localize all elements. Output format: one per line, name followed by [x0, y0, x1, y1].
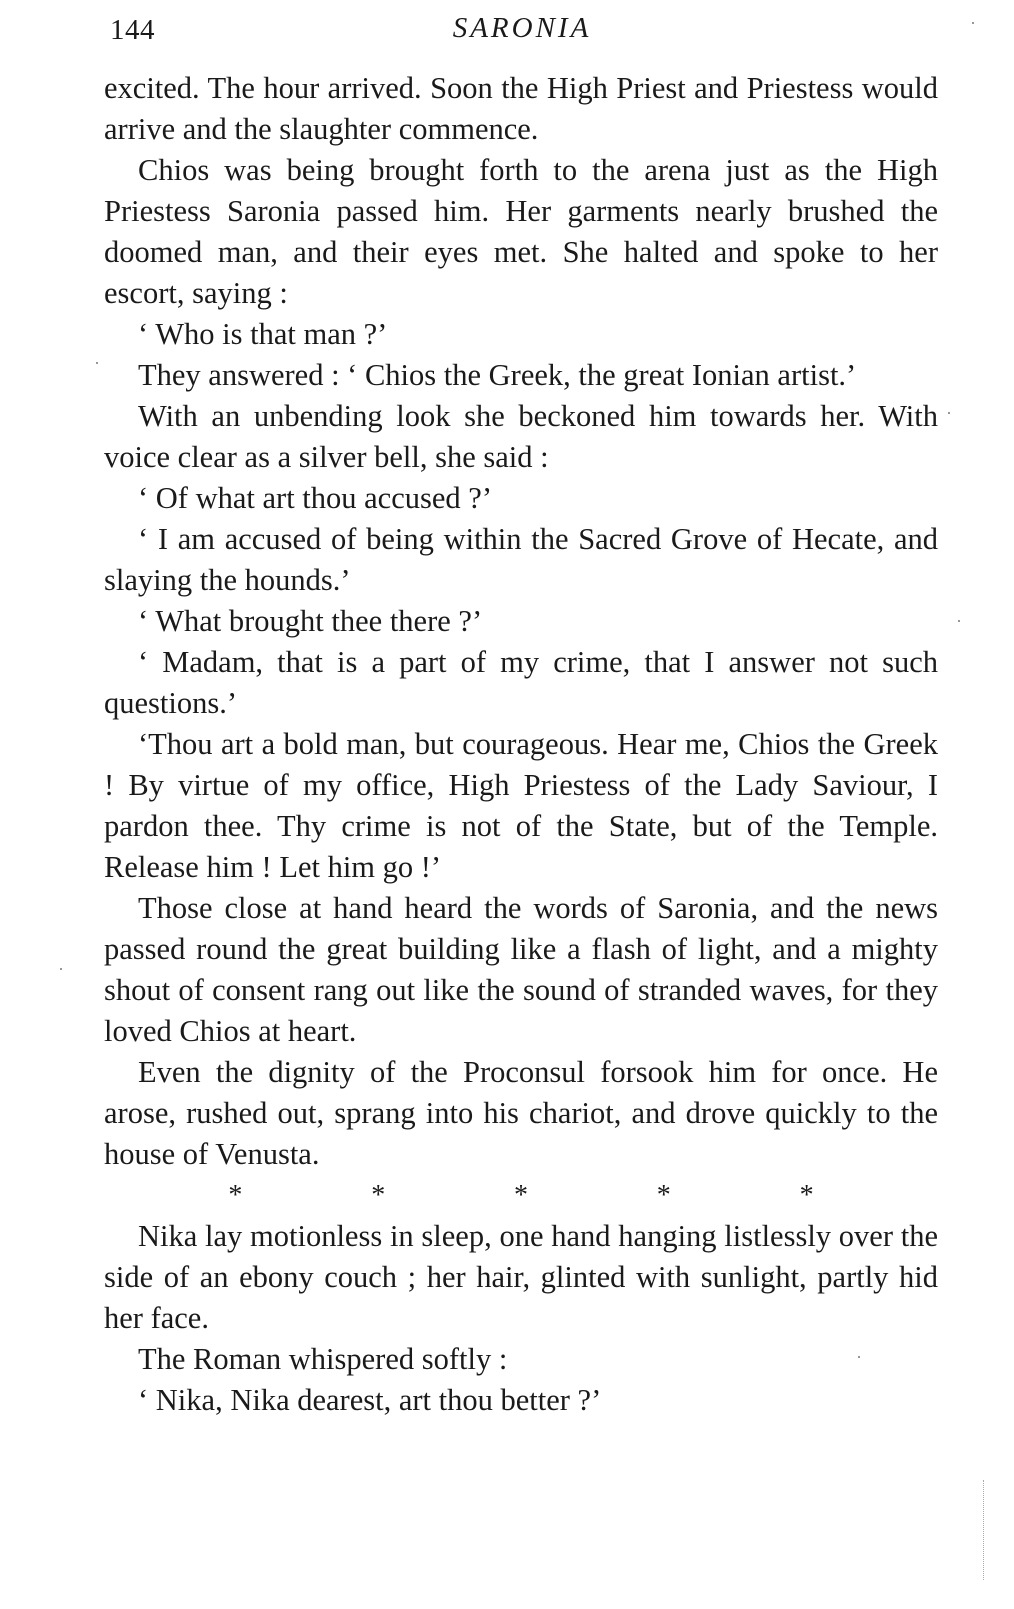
- asterisk: *: [228, 1180, 243, 1211]
- asterisk: *: [799, 1180, 814, 1211]
- paragraph: ‘ Nika, Nika dearest, art thou better ?’: [138, 1383, 602, 1417]
- scan-edge-marks: [979, 1480, 984, 1580]
- paragraph: They answered : ‘ Chios the Greek, the great Ionian artist.’: [138, 358, 857, 392]
- paragraph: ‘ Of what art thou accused ?’: [138, 481, 492, 515]
- scan-speck: [948, 412, 950, 414]
- scan-speck: [958, 620, 960, 622]
- paragraph: ‘Thou art a bold man, but courageous. Hear me, Chios the Greek ! By virtue of my office, High Priestess of the Lady Saviour, I pardon thee. Thy crime is not of the State, but of the Temple. Release him ! Let him go !’: [104, 727, 938, 884]
- paragraph: ‘ What brought thee there ?’: [138, 604, 483, 638]
- paragraph: Even the dignity of the Proconsul forsook him for once. He arose, rushed out, sprang into his chariot, and drove quickly to the house of Venusta.: [104, 1055, 938, 1171]
- paragraph: With an unbending look she beckoned him towards her. With voice clear as a silver bell, she said :: [104, 399, 938, 474]
- paragraph: Chios was being brought forth to the arena just as the High Priestess Saronia passed him. Her garments nearly brushed the doomed man, and their eyes met. She halted and spoke to her escort, saying :: [104, 153, 938, 310]
- paragraph: The Roman whispered softly :: [138, 1342, 508, 1376]
- asterisk: *: [371, 1180, 386, 1211]
- scan-speck: [96, 362, 98, 364]
- asterisk: *: [656, 1180, 671, 1211]
- scan-speck: [858, 1356, 860, 1358]
- paragraph: ‘ Madam, that is a part of my crime, that I answer not such questions.’: [104, 645, 938, 720]
- paragraph: Those close at hand heard the words of Saronia, and the news passed round the great building like a flash of light, and a mighty shout of consent rang out like the sound of stranded waves, for they loved Chios at heart.: [104, 891, 938, 1048]
- paragraph: Nika lay motionless in sleep, one hand hanging listlessly over the side of an ebony couch ; her hair, glinted with sunlight, partly hid her face.: [104, 1219, 938, 1335]
- page-header: [104, 10, 940, 50]
- body-text: [104, 68, 938, 1421]
- page-number: 144: [110, 14, 155, 46]
- scan-speck: [972, 22, 974, 24]
- section-break: [104, 1175, 938, 1216]
- running-head: SARONIA: [452, 12, 592, 44]
- paragraph: ‘ Who is that man ?’: [138, 317, 388, 351]
- asterisk: *: [513, 1180, 528, 1211]
- paragraph: ‘ I am accused of being within the Sacred Grove of Hecate, and slaying the hounds.’: [104, 522, 938, 597]
- paragraph: excited. The hour arrived. Soon the High Priest and Priestess would arrive and the slaughter commence.: [104, 71, 938, 146]
- scan-speck: [60, 968, 62, 970]
